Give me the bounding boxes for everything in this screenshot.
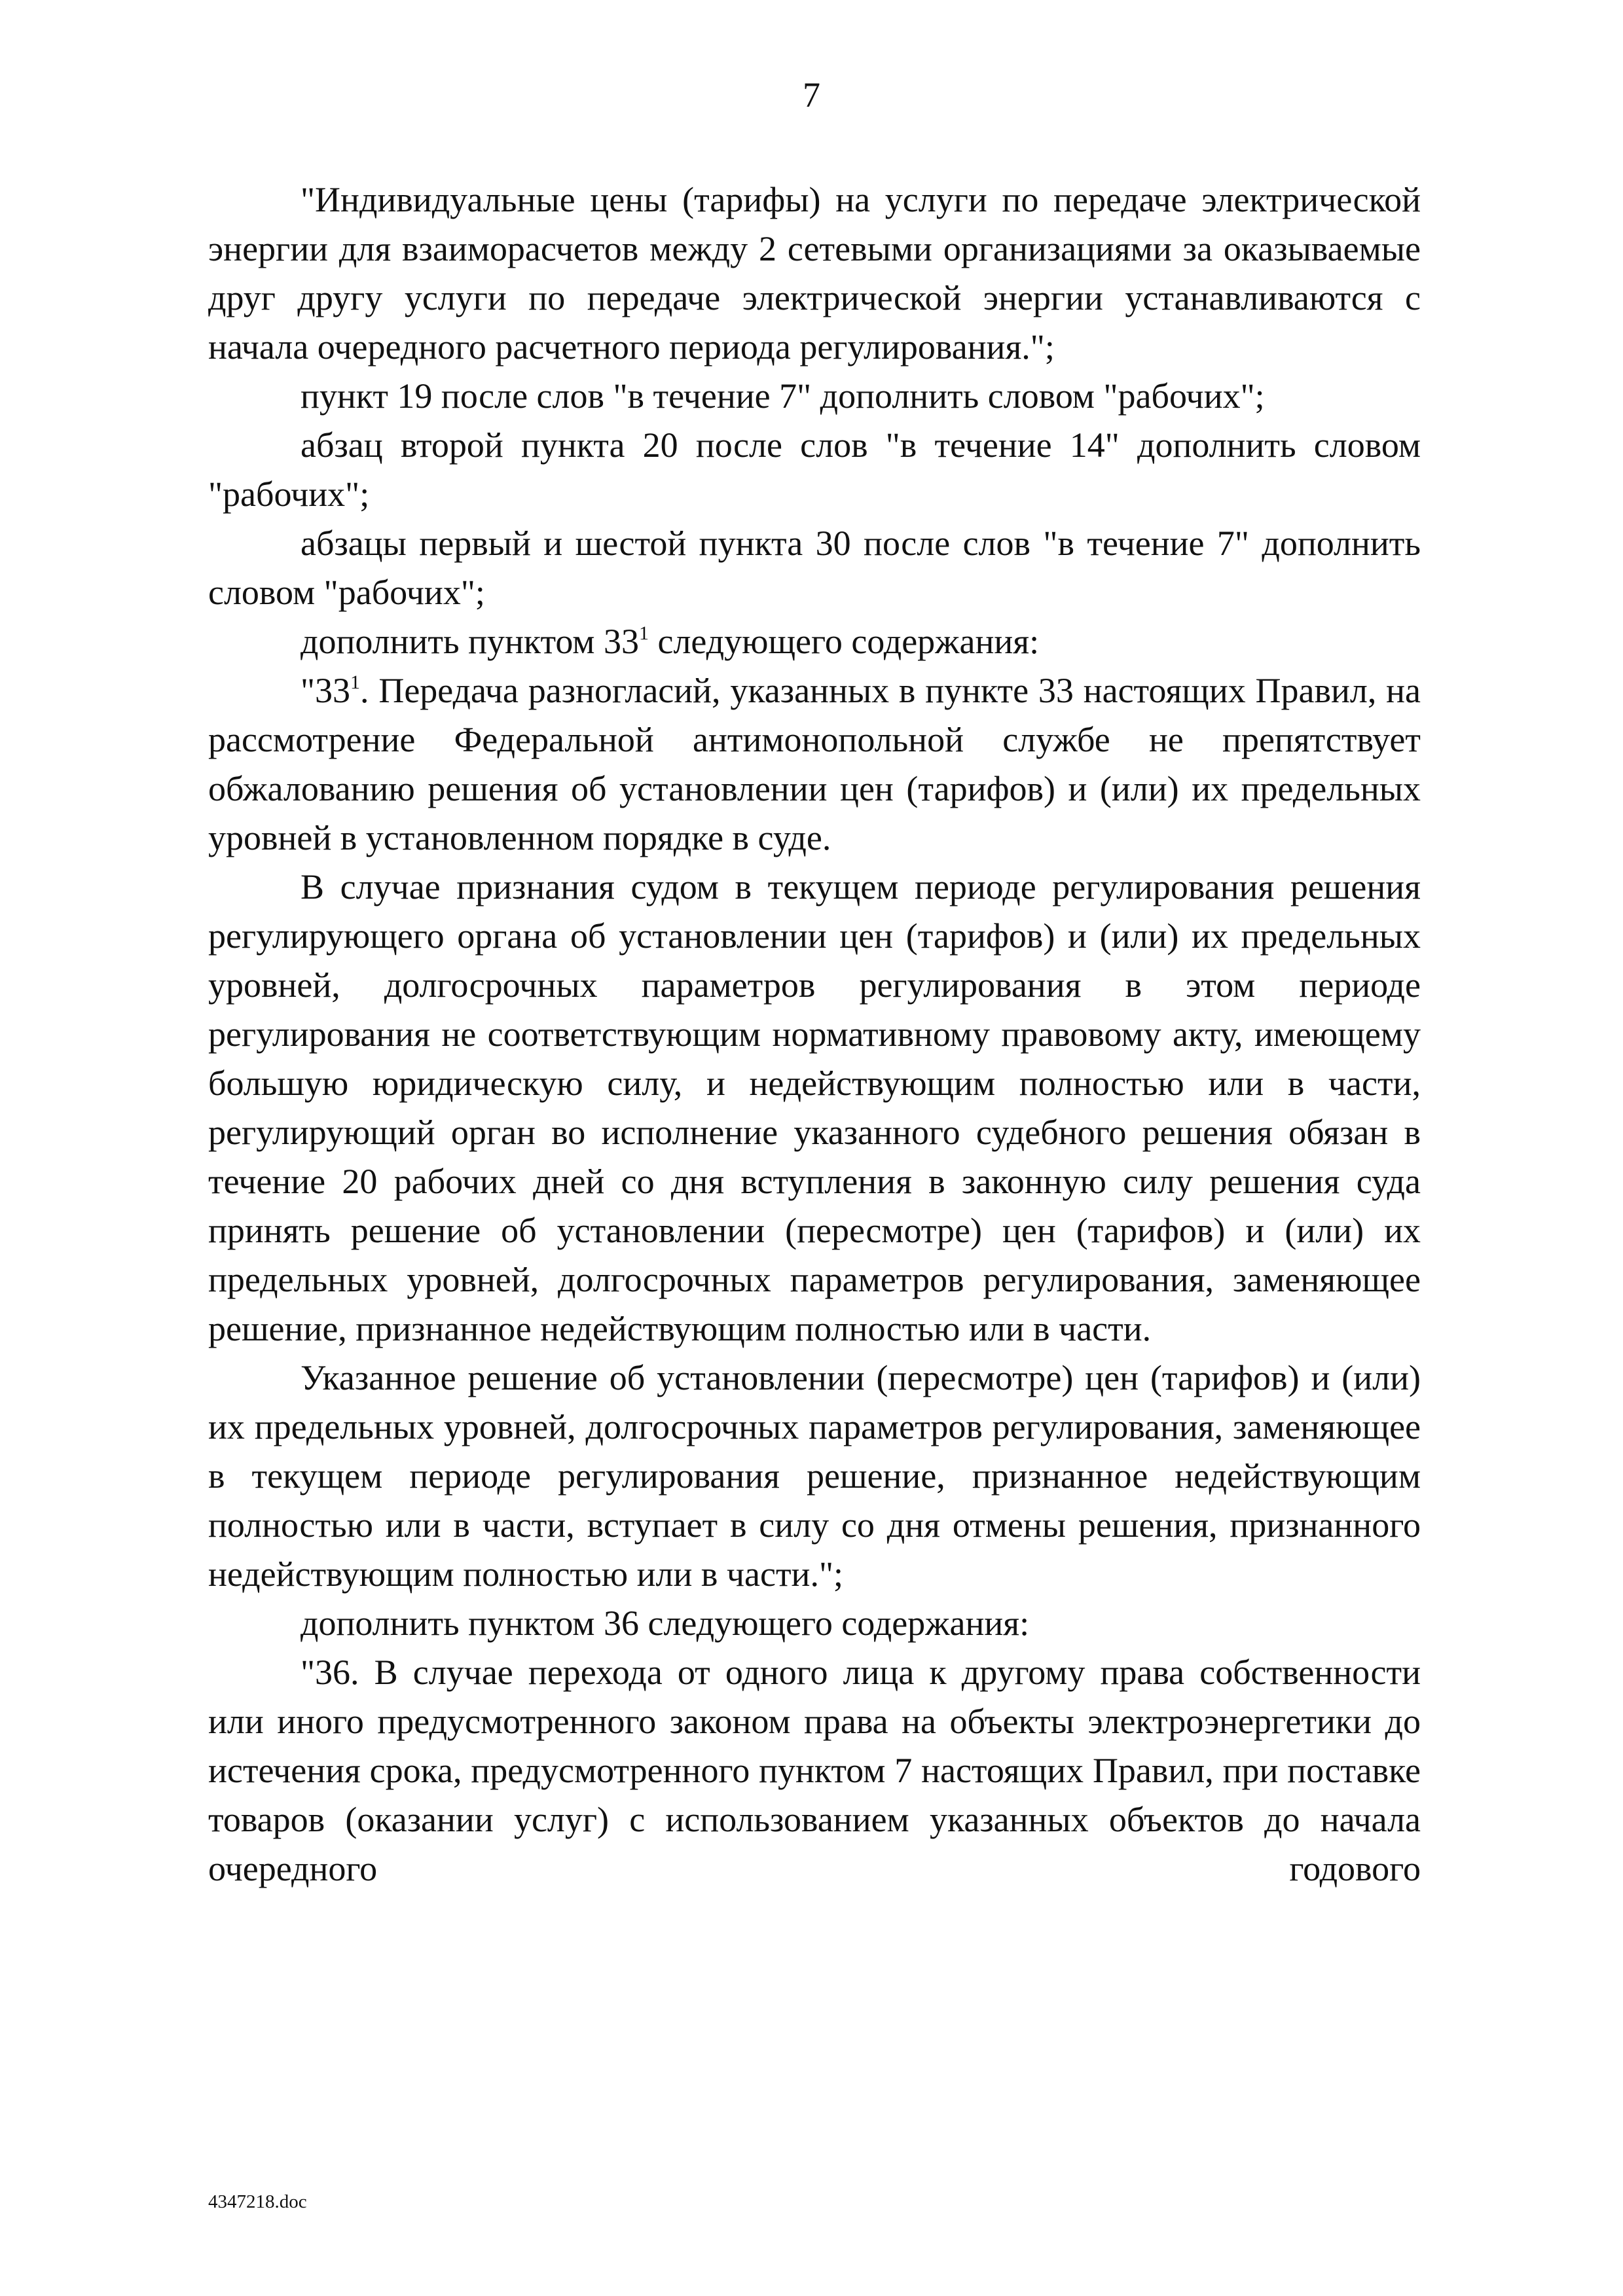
paragraph-decision-effect: Указанное решение об установлении (пересмотре) цен (тарифов) и (или) их предельных уровней, долгосрочных параметров регулирования, заменяющее в текущем периоде регулирования решение, признанное недействующим полностью или в части, вступает в силу со дня отмены решения, признанного недействующим полностью или в части."; — [208, 1358, 1421, 1594]
document-body — [208, 175, 1421, 1893]
superscript-1: 1 — [350, 672, 361, 693]
paragraph-item-36-text: "36. В случае перехода от одного лица к другому права собственности или иного предусмотренного законом права на объекты электроэнергетики до истечения срока, предусмотренного пунктом 7 настоящих Правил, при поставке товаров (оказании услуг) с использованием указанных объектов до начала очередного годового — [208, 1653, 1421, 1888]
superscript-1: 1 — [638, 622, 649, 644]
paragraph-add-item-33-1-text: дополнить пунктом 33 — [301, 622, 639, 661]
paragraph-add-item-33-1 — [208, 617, 1421, 666]
item-33-1-body: . Передача разногласий, указанных в пункте 33 настоящих Правил, на рассмотрение Федеральной антимонопольной службе не препятствует обжалованию решения об установлении цен (тарифов) и (или) их предельных уровней в установленном порядке в суде. — [208, 671, 1421, 857]
paragraph-item-33-1-text — [208, 666, 1421, 863]
item-33-1-number: "33 — [301, 671, 351, 710]
paragraph-add-item-36: дополнить пунктом 36 следующего содержания: — [301, 1604, 1030, 1643]
paragraph-item-19: пункт 19 после слов "в течение 7" дополнить словом "рабочих"; — [301, 376, 1265, 416]
page-number: 7 — [803, 75, 820, 115]
paragraph-quoted-tariffs: "Индивидуальные цены (тарифы) на услуги по передаче электрической энергии для взаиморасчетов между 2 сетевыми организациями за оказываемые друг другу услуги по передаче электрической энергии устанавливаются с начала очередного расчетного периода регулирования."; — [208, 180, 1421, 367]
paragraph-add-item-33-1-rest: следующего содержания: — [648, 622, 1040, 661]
footer-doc-id: 4347218.doc — [208, 2191, 307, 2212]
paragraph-item-30: абзацы первый и шестой пункта 30 после слов "в течение 7" дополнить словом "рабочих"; — [208, 524, 1421, 612]
paragraph-item-20: абзац второй пункта 20 после слов "в течение 14" дополнить словом "рабочих"; — [208, 425, 1421, 514]
paragraph-court-recognition: В случае признания судом в текущем периоде регулирования решения регулирующего органа об установлении цен (тарифов) и (или) их предельных уровней, долгосрочных параметров регулирования в этом периоде регулирования не соответствующим нормативному правовому акту, имеющему большую юридическую силу, и недействующим полностью или в части, регулирующий орган во исполнение указанного судебного решения обязан в течение 20 рабочих дней со дня вступления в законную силу решения суда принять решение об установлении (пересмотре) цен (тарифов) и (или) их предельных уровней, долгосрочных параметров регулирования, заменяющее решение, признанное недействующим полностью или в части. — [208, 867, 1421, 1348]
